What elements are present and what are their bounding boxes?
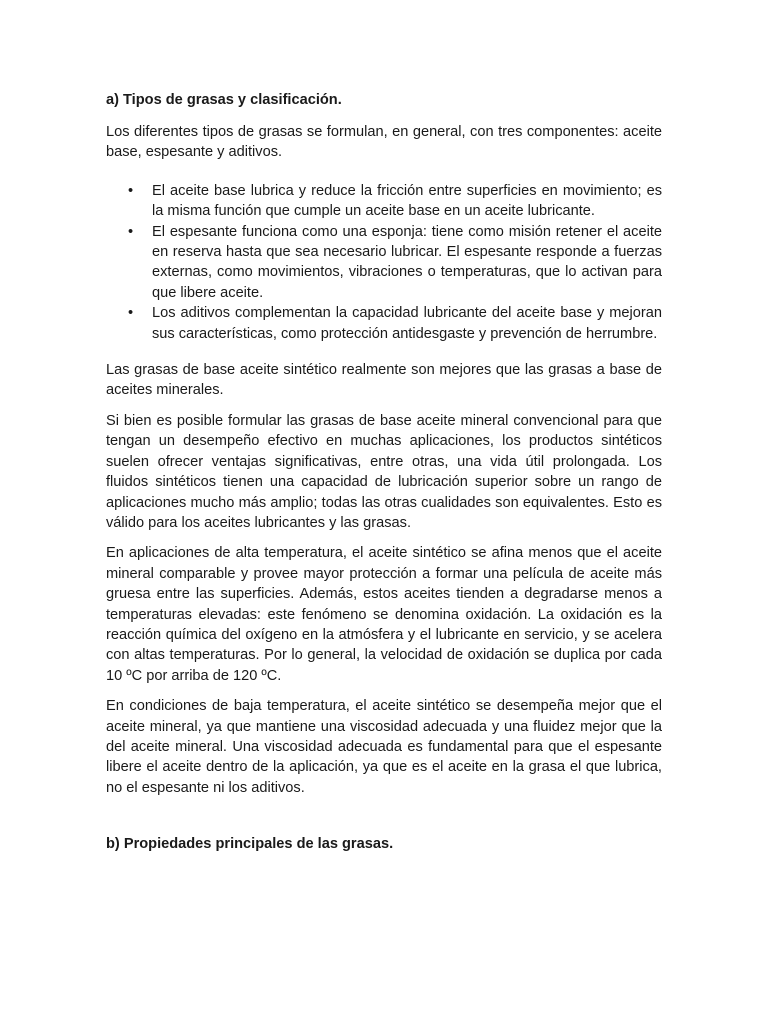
bullet-icon: • — [128, 305, 134, 322]
paragraph-low-temperature: En condiciones de baja temperatura, el aceite sintético se desempeña mejor que el aceite mineral, ya que mantiene una viscosidad adecuada y una fluidez mejor que la del aceite mineral. Una viscosidad adecuada es fundamental para que el espesante libere el aceite dentro de la aplicación, ya que es el aceite en la grasa el que lubrica, no el espesante ni los aditivos. — [106, 698, 662, 796]
list-item-aceite-base — [106, 181, 662, 222]
bullet-icon: • — [128, 223, 134, 240]
paragraph-synthetic-better: Las grasas de base aceite sintético realmente son mejores que las grasas a base de aceites minerales. — [106, 362, 662, 399]
document-page — [106, 90, 662, 854]
list-item-text: El espesante funciona como una esponja: tiene como misión retener el aceite en reserva hasta que sea necesario lubricar. El espesante responde a fuerzas externas, como movimientos, vibraciones o temperaturas, que lo activan para que libere aceite. — [152, 223, 662, 301]
list-item-espesante — [106, 222, 662, 304]
section-b-heading: b) Propiedades principales de las grasas. — [106, 836, 394, 853]
list-item-text: Los aditivos complementan la capacidad lubricante del aceite base y mejoran sus características, como protección antidesgaste y prevención de herrumbre. — [152, 305, 662, 342]
bullet-icon: • — [128, 182, 134, 199]
list-item-text: El aceite base lubrica y reduce la fricción entre superficies en movimiento; es la misma función que cumple un aceite base en un aceite lubricante. — [152, 182, 662, 220]
list-item-aditivos — [106, 303, 662, 344]
paragraph-high-temperature: En aplicaciones de alta temperatura, el aceite sintético se afina menos que el aceite mineral comparable y provee mayor protección a formar una película de aceite más gruesa entre las superficies. Además, estos aceites tienden a degradarse menos a temperaturas elevadas: este fenómeno se denomina oxidación. La oxidación es la reacción química del oxígeno en la atmósfera y el lubricante en servicio, y se acelera con altas temperaturas. Por lo general, la velocidad de oxidación se duplica por cada 10 ºC por arriba de 120 ºC. — [106, 545, 662, 684]
components-list — [106, 181, 662, 344]
paragraph-mineral-vs-synthetic: Si bien es posible formular las grasas de base aceite mineral convencional para que tengan un desempeño efectivo en muchas aplicaciones, los productos sintéticos suelen ofrecer ventajas significativas, entre otras, una vida útil prolongada. Los fluidos sintéticos tienen una capacidad de lubricación superior sobre un rango de aplicaciones mucho más amplio; todas las otras cualidades son equivalentes. Esto es válido para los aceites lubricantes y las grasas. — [106, 412, 662, 531]
section-a-heading: a) Tipos de grasas y clasificación. — [106, 92, 342, 108]
intro-paragraph: Los diferentes tipos de grasas se formulan, en general, con tres componentes: aceite base, espesante y aditivos. — [106, 124, 662, 161]
